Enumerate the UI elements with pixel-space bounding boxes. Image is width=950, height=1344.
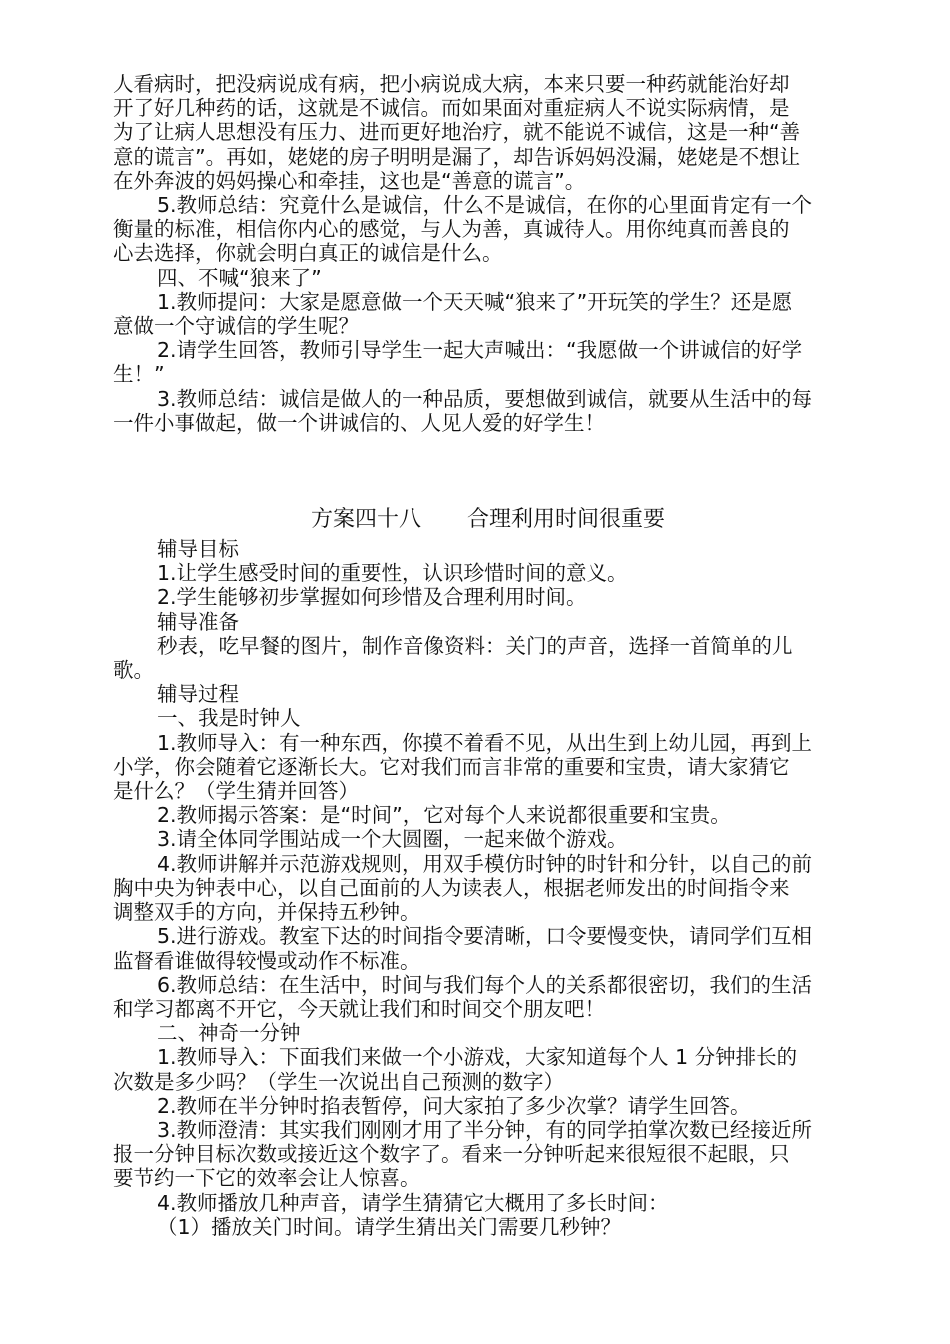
text-line: 2.教师揭示答案：是“时间”，它对每个人来说都很重要和宝贵。 — [157, 803, 731, 828]
text-line: 6.教师总结：在生活中，时间与我们每个人的关系都很密切，我们的生活 — [157, 972, 813, 997]
text-line: 二、神奇一分钟 — [157, 1021, 301, 1046]
text-line: 秒表，吃早餐的图片，制作音像资料：关门的声音，选择一首简单的儿 — [157, 633, 793, 658]
text-line: 次数是多少吗？（学生一次说出自己预测的数字） — [113, 1069, 564, 1094]
text-line: 生！” — [113, 362, 165, 387]
text-line: 意做一个守诚信的学生呢？ — [113, 314, 359, 339]
text-line: 是什么？（学生猜并回答） — [113, 779, 359, 804]
text-line: 4.教师播放几种声音，请学生猜猜它大概用了多长时间： — [157, 1190, 669, 1215]
plan-title — [113, 507, 863, 533]
text-line: 人看病时，把没病说成有病，把小病说成大病，本来只要一种药就能治好却 — [113, 72, 790, 96]
text-line: 1.教师导入：下面我们来做一个小游戏，大家知道每个人 1 分钟排长的 — [157, 1045, 798, 1070]
text-line: 辅导准备 — [157, 609, 239, 634]
text-line: 报一分钟目标次数或接近这个数字了。看来一分钟听起来很短很不起眼，只 — [113, 1142, 790, 1167]
text-line: 胸中央为钟表中心，以自己面前的人为读表人，根据老师发出的时间指令来 — [113, 875, 790, 900]
text-line: 2.教师在半分钟时掐表暂停，问大家拍了多少次掌？请学生回答。 — [157, 1093, 751, 1118]
text-line: 3.教师澄清：其实我们刚刚才用了半分钟，有的同学拍掌次数已经接近所 — [157, 1117, 813, 1142]
document-page — [113, 72, 863, 1239]
text-line: 2.学生能够初步掌握如何珍惜及合理利用时间。 — [157, 585, 587, 610]
text-line: 1.让学生感受时间的重要性，认识珍惜时间的意义。 — [157, 561, 628, 586]
plan-name: 合理利用时间很重要 — [467, 507, 666, 533]
text-line: 开了好几种药的话，这就是不诚信。而如果面对重症病人不说实际病情，是 — [113, 96, 790, 121]
text-line: 衡量的标准，相信你内心的感觉，与人为善，真诚待人。用你纯真而善良的 — [113, 217, 790, 242]
section-time-management — [113, 537, 863, 1239]
text-line: 意的谎言”。再如，姥姥的房子明明是漏了，却告诉妈妈没漏，姥姥是不想让 — [113, 144, 801, 169]
text-line: 歌。 — [113, 658, 154, 683]
text-line: 在外奔波的妈妈操心和牵挂，这也是“善意的谎言”。 — [113, 168, 586, 193]
text-line: 辅导过程 — [157, 682, 239, 707]
text-line: 5.教师总结：究竟什么是诚信，什么不是诚信，在你的心里面肯定有一个 — [157, 193, 813, 218]
text-line: 1.教师提问：大家是愿意做一个天天喊“狼来了”开玩笑的学生？还是愿 — [157, 289, 793, 314]
text-line: 和学习都离不开它，今天就让我们和时间交个朋友吧！ — [113, 996, 605, 1021]
section-honesty-continued — [113, 72, 863, 435]
plan-number: 方案四十八 — [310, 507, 421, 533]
text-line: 为了让病人思想没有压力、进而更好地治疗，就不能说不诚信，这是一种“善 — [113, 120, 801, 145]
text-line: 4.教师讲解并示范游戏规则，用双手模仿时钟的时针和分针，以自己的前 — [157, 851, 813, 876]
text-line: 5.进行游戏。教室下达的时间指令要清晰，口令要慢变快，请同学们互相 — [157, 924, 813, 949]
text-line: 要节约一下它的效率会让人惊喜。 — [113, 1166, 421, 1191]
text-line: 辅导目标 — [157, 537, 239, 562]
text-line: 调整双手的方向，并保持五秒钟。 — [113, 900, 421, 925]
text-line: 小学，你会随着它逐渐长大。它对我们而言非常的重要和宝贵，请大家猜它 — [113, 754, 790, 779]
text-line: 四、不喊“狼来了” — [157, 265, 322, 290]
text-line: 2.请学生回答，教师引导学生一起大声喊出：“我愿做一个讲诚信的好学 — [157, 338, 803, 363]
text-line: （1）播放关门时间。请学生猜出关门需要几秒钟？ — [157, 1214, 622, 1239]
text-line: 3.教师总结：诚信是做人的一种品质，要想做到诚信，就要从生活中的每 — [157, 386, 813, 411]
text-line: 监督看谁做得较慢或动作不标准。 — [113, 948, 421, 973]
text-line: 心去选择，你就会明白真正的诚信是什么。 — [113, 241, 503, 266]
text-line: 3.请全体同学围站成一个大圆圈，一起来做个游戏。 — [157, 827, 628, 852]
text-line: 一、我是时钟人 — [157, 706, 301, 731]
text-line: 1.教师导入：有一种东西，你摸不着看不见，从出生到上幼儿园，再到上 — [157, 730, 813, 755]
text-line: 一件小事做起，做一个讲诚信的、人见人爱的好学生！ — [113, 410, 605, 435]
